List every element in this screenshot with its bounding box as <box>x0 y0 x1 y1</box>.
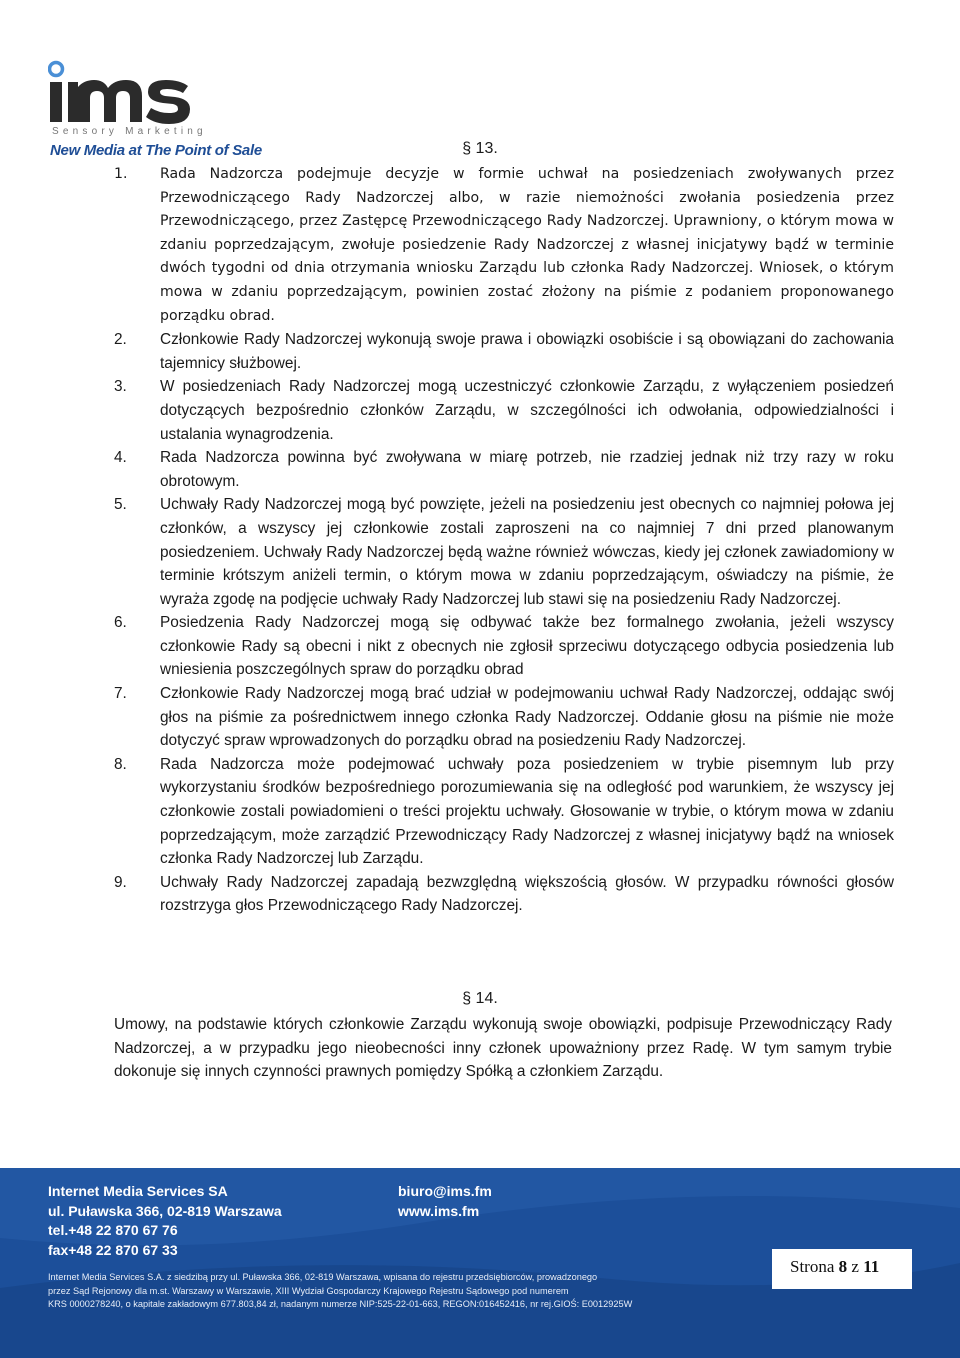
section-14-paragraph: Umowy, na podstawie których członkowie Zarządu wykonują swoje obowiązki, podpisuje Przewodniczący Rady Nadzorczej, a w przypadku jego nieobecności inny członek upoważniony przez Radę. W tym samym trybie dokonuje się innych czynności prawnych pomiędzy Spółką a członkiem Zarządu. <box>114 1016 892 1081</box>
footer-address: ul. Puławska 366, 02-819 Warszawa <box>48 1202 282 1219</box>
footer-email[interactable]: biuro@ims.fm <box>398 1183 492 1199</box>
list-item-number: 2. <box>114 331 127 349</box>
list-item <box>114 682 894 753</box>
footer-tel: tel.+48 22 870 67 76 <box>48 1222 178 1238</box>
footer-legal-line: przez Sąd Rejonowy dla m.st. Warszawy w Warszawie, XIII Wydział Gospodarczy Krajowego Rejestru Sądowego pod numerem <box>48 1285 569 1296</box>
list-item <box>114 493 894 611</box>
list-item-text: Posiedzenia Rady Nadzorczej mogą się odbywać także bez formalnego zwołania, jeżeli wszyscy członkowie Rady są obecni i nikt z obecnych nie zgłosił sprzeciwu dotyczącego odbycia posiedzenia lub wniesienia poszczególnych spraw do porządku obrad <box>160 614 894 679</box>
page-number-current: 8 <box>838 1257 848 1276</box>
footer-contact <box>48 1182 282 1260</box>
list-item <box>114 753 894 871</box>
list-item-text: Uchwały Rady Nadzorczej mogą być powzięte, jeżeli na posiedzeniu jest obecnych co najmniej połowa jej członków, a wszyscy jej członkowie zostali zaproszeni na co najmniej 7 dni przed planowanym posiedzeniem. Uchwały Rady Nadzorczej będą ważne również wówczas, kiedy jej członek zawiadomiony w terminie krótszym aniżeli termin, o którym mowa w zdaniu poprzedzającym, oświadczy na piśmie, że wyraża zgodę na podjęcie uchwały Rady Nadzorczej lub stawi się na posiedzeniu Rady Nadzorczej. <box>160 496 894 608</box>
section-14-title: § 14. <box>462 990 498 1007</box>
list-item <box>114 163 894 328</box>
logo-tagline: Sensory Marketing <box>52 126 207 137</box>
page-number <box>790 1257 879 1277</box>
list-item <box>114 328 894 375</box>
footer-legal-line: KRS 0000278240, o kapitale zakładowym 677.803,84 zł, nadanym numerze NIP:525-22-01-663, REGON:016452416, nr rej.GIOŚ: E0012925W <box>48 1299 633 1309</box>
list-item-number: 4. <box>114 449 127 467</box>
footer-online <box>398 1182 492 1221</box>
list-item-text: Rada Nadzorcza podejmuje decyzje w formie uchwał na posiedzeniach zwoływanych przez Przewodniczącego Rady Nadzorczej albo, w razie niemożności zwołania posiedzenia przez Przewodniczącego, przez Zastępcę Przewodniczącego Rady Nadzorczej. Uprawniony, o którym mowa w zdaniu poprzedzającym, zwołuje posiedzenie Rady Nadzorczej z własnej inicjatywy bądź w terminie dwóch tygodni od dnia otrzymania wniosku Zarządu lub członka Rady Nadzorczej. Wniosek, o którym mowa w zdaniu poprzedzającym, powinien zostać złożony na piśmie z podaniem proponowanego porządku obrad. <box>160 166 894 324</box>
logo-slogan: New Media at The Point of Sale <box>50 142 262 159</box>
page-number-total: 11 <box>863 1257 880 1276</box>
list-item-number: 5. <box>114 496 127 514</box>
list-item-number: 8. <box>114 755 127 773</box>
footer-legal-line: Internet Media Services S.A. z siedzibą przy ul. Puławska 366, 02-819 Warszawa, wpisana do rejestru przedsiębiorców, prowadzonego <box>48 1272 598 1282</box>
page-footer <box>0 1168 960 1358</box>
page-number-of: z <box>851 1257 859 1276</box>
list-item <box>114 446 894 493</box>
footer-legal <box>48 1271 688 1312</box>
list-item-text: W posiedzeniach Rady Nadzorczej mogą uczestniczyć członkowie Zarządu, z wyłączeniem posiedzeń dotyczących bezpośrednio członków Zarządu, w szczególności ich odwołania, odpowiedzialności i ustalania wynagrodzenia. <box>160 378 894 443</box>
footer-fax: fax+48 22 870 67 33 <box>48 1241 178 1258</box>
list-item-number: 1. <box>114 166 128 182</box>
list-item <box>114 375 894 446</box>
list-item-text: Uchwały Rady Nadzorczej zapadają bezwzględną większością głosów. W przypadku równości głosów rozstrzyga głos Przewodniczącego Rady Nadzorczej. <box>160 873 894 915</box>
list-item-text: Rada Nadzorcza może podejmować uchwały poza posiedzeniem w trybie pisemnym lub przy wykorzystaniu środków bezpośredniego porozumiewania się na odległość pod warunkiem, że wszyscy jej członkowie zostali powiadomieni o treści projektu uchwały. Głosowanie w trybie, o którym mowa w zdaniu poprzedzającym, może zarządzić Przewodniczący Rady Nadzorczej z własnej inicjatywy bądź na wniosek członka Rady Nadzorczej lub Zarządu. <box>160 755 894 868</box>
list-item-number: 3. <box>114 378 127 396</box>
list-item-text: Rada Nadzorcza powinna być zwoływana w miarę potrzeb, nie rzadziej jednak niż trzy razy w roku obrotowym. <box>160 449 894 490</box>
section-13-title: § 13. <box>462 140 498 157</box>
section-13-list <box>114 163 894 918</box>
list-item-number: 7. <box>114 685 127 703</box>
list-item <box>114 871 894 918</box>
page-number-word: Strona <box>790 1257 835 1276</box>
list-item-number: 9. <box>114 873 127 891</box>
footer-website[interactable]: www.ims.fm <box>398 1202 480 1219</box>
list-item-text: Członkowie Rady Nadzorczej mogą brać udział w podejmowaniu uchwał Rady Nadzorczej, oddając swój głos na piśmie za pośrednictwem innego członka Rady Nadzorczej. Oddanie głosu na piśmie nie może dotyczyć spraw wprowadzonych do porządku obrad na posiedzeniu Rady Nadzorczej. <box>160 685 894 750</box>
list-item-number: 6. <box>114 614 127 632</box>
footer-company: Internet Media Services SA <box>48 1183 228 1199</box>
ims-logo-mark <box>48 60 218 124</box>
list-item-text: Członkowie Rady Nadzorczej wykonują swoje prawa i obowiązki osobiście i są obowiązani do zachowania tajemnicy służbowej. <box>160 331 894 372</box>
list-item <box>114 611 894 682</box>
